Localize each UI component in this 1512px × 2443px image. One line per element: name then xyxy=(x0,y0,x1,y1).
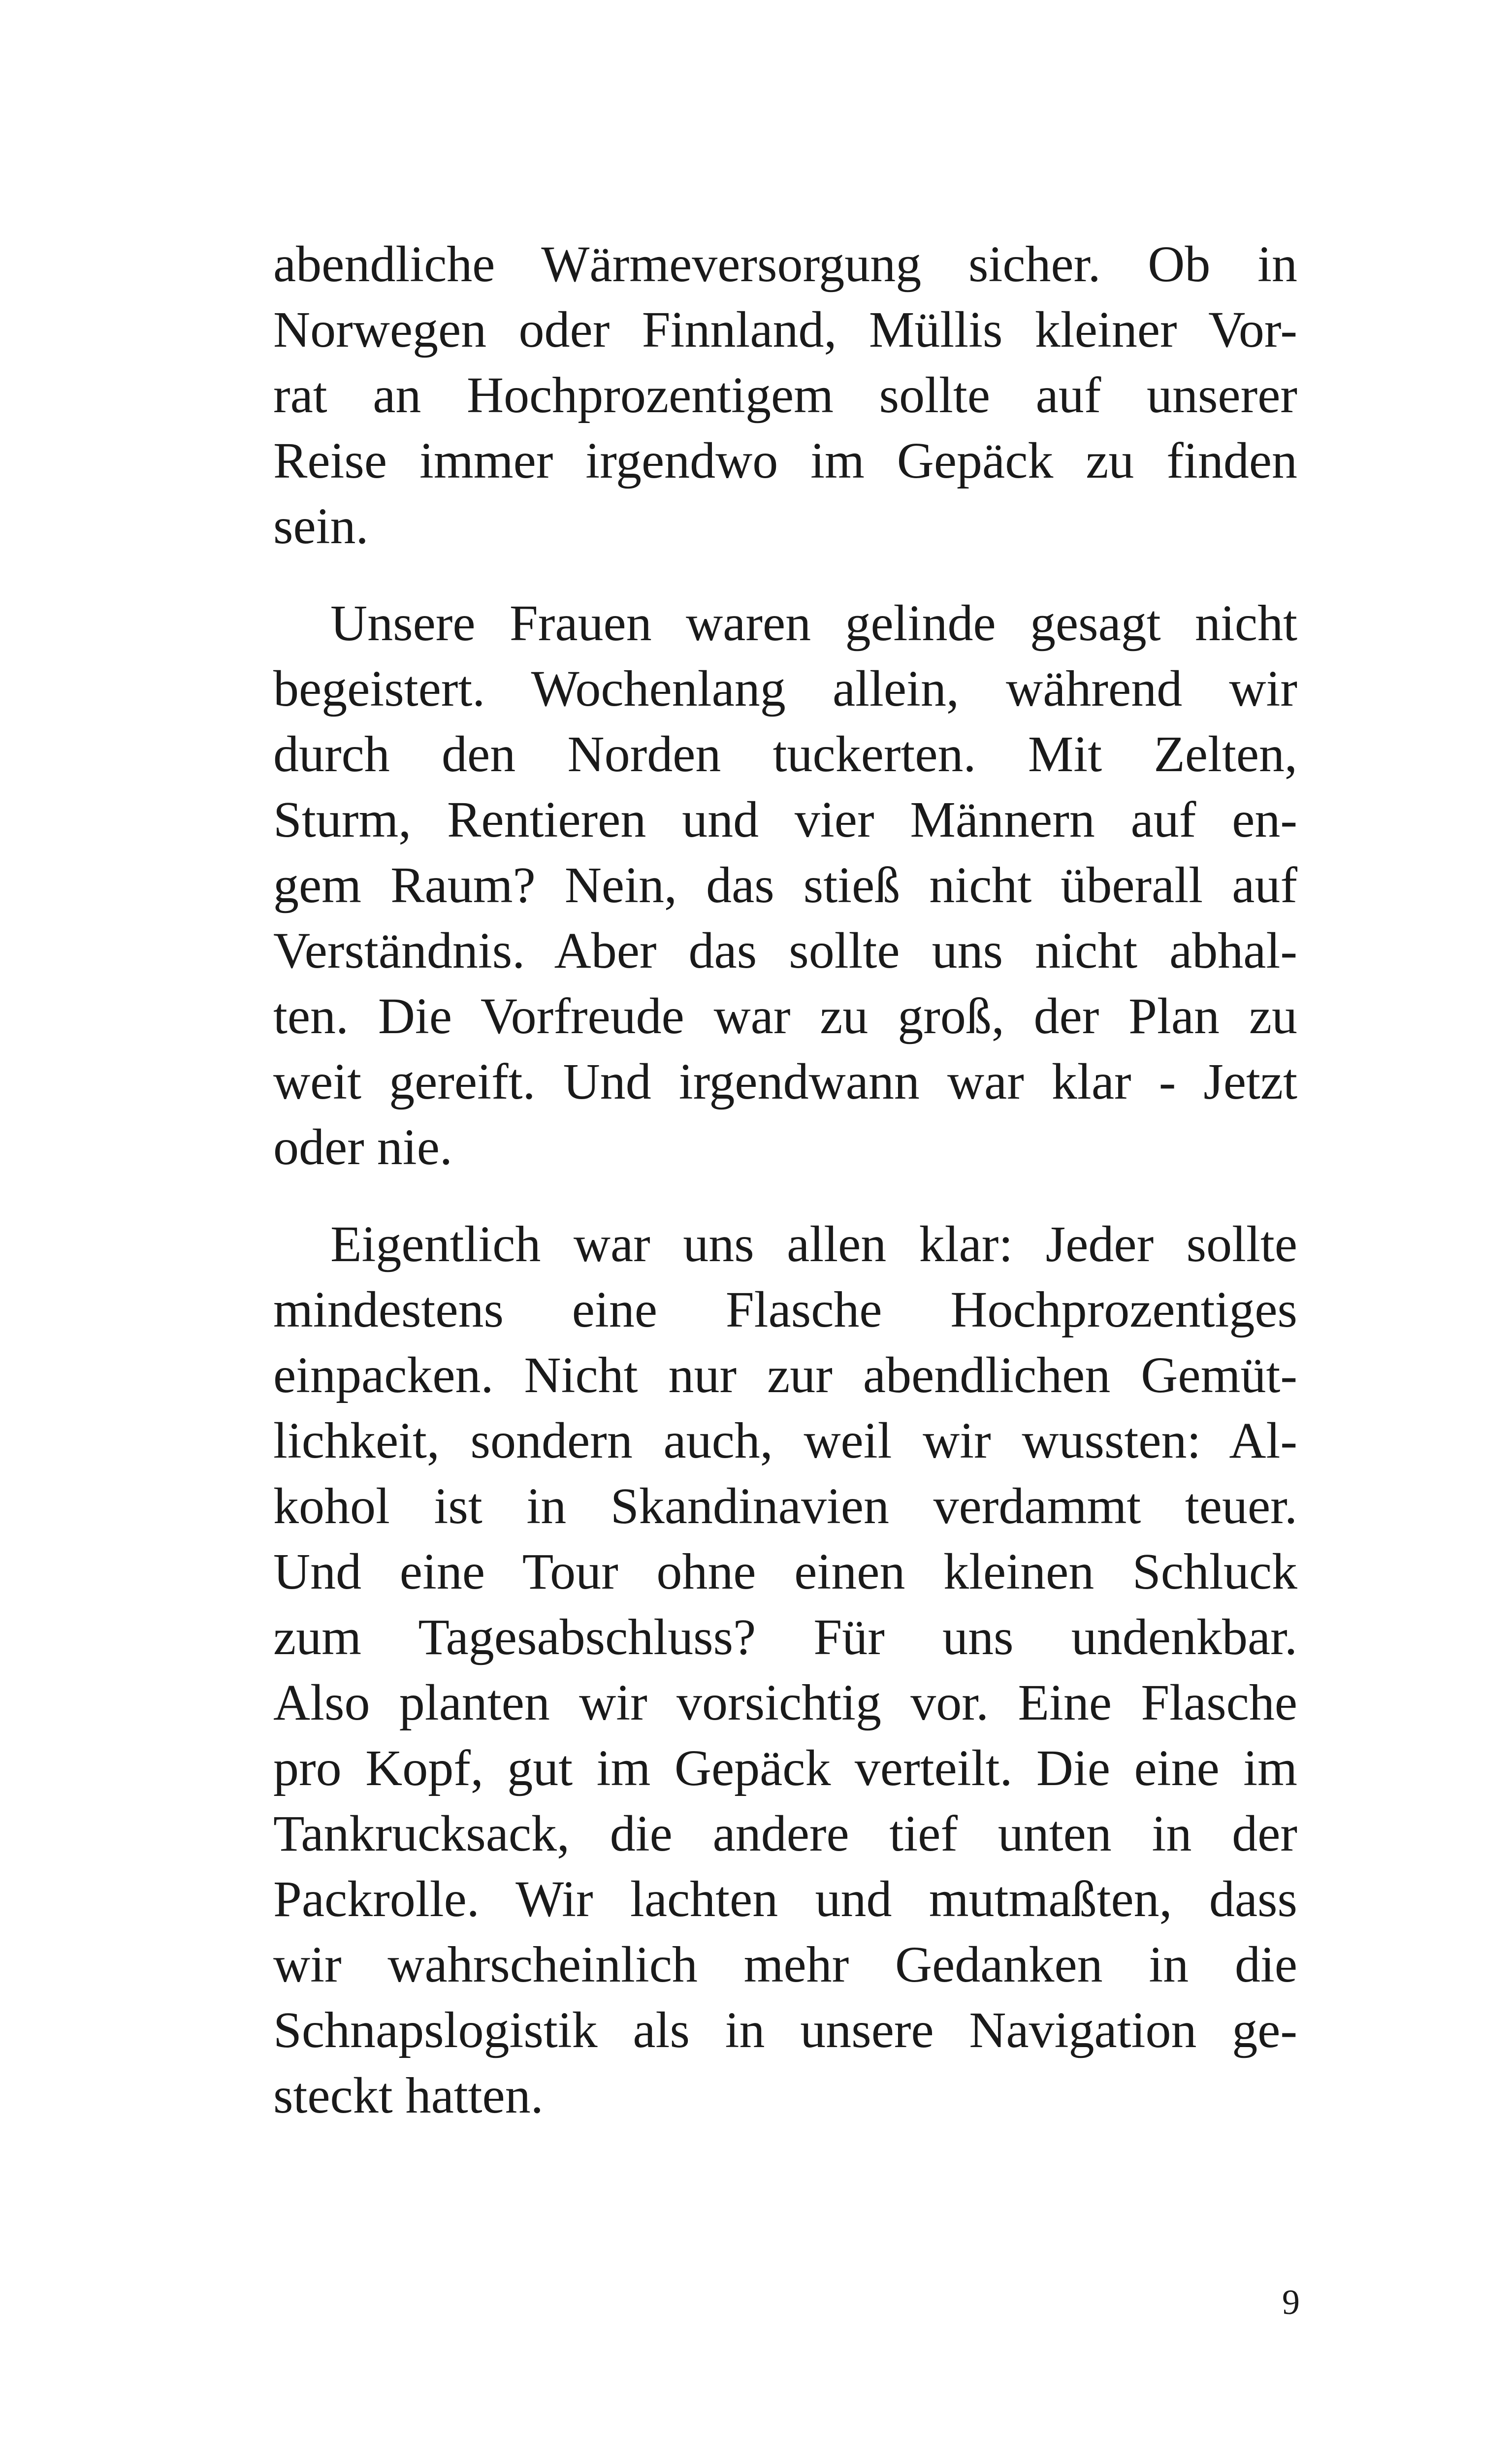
text-line: oder nie. xyxy=(273,1119,452,1175)
text-line: Schnapslogistik als in unsere Navigation ge- xyxy=(273,2002,1297,2058)
text-line: Tankrucksack, die andere tief unten in der xyxy=(273,1805,1297,1862)
text-line: Norwegen oder Finnland, Müllis kleiner Vor- xyxy=(273,301,1297,358)
text-line: rat an Hochprozentigem sollte auf unserer xyxy=(273,367,1297,423)
text-line: einpacken. Nicht nur zur abendlichen Gemüt- xyxy=(273,1347,1297,1403)
text-line: durch den Norden tuckerten. Mit Zelten, xyxy=(273,726,1297,782)
text-line: ten. Die Vorfreude war zu groß, der Plan zu xyxy=(273,988,1297,1044)
text-line: Reise immer irgendwo im Gepäck zu finden xyxy=(273,432,1297,489)
paragraph-3 xyxy=(273,1211,1297,2128)
text-line: Eigentlich war uns allen klar: Jeder sollte xyxy=(330,1216,1297,1272)
text-line: lichkeit, sondern auch, weil wir wussten: Al- xyxy=(273,1412,1297,1469)
text-line: pro Kopf, gut im Gepäck verteilt. Die eine im xyxy=(273,1740,1297,1796)
paragraph-1 xyxy=(273,231,1297,559)
page-body xyxy=(273,231,1297,2160)
text-line: sein. xyxy=(273,498,369,554)
text-line: weit gereift. Und irgendwann war klar - Jetzt xyxy=(273,1053,1297,1110)
paragraph-2 xyxy=(273,590,1297,1180)
text-line: Sturm, Rentieren und vier Männern auf en- xyxy=(273,791,1297,848)
page-number: 9 xyxy=(1282,2282,1300,2322)
text-line: Packrolle. Wir lachten und mutmaßten, dass xyxy=(273,1871,1297,1927)
text-line: zum Tagesabschluss? Für uns undenkbar. xyxy=(273,1609,1297,1665)
text-line: begeistert. Wochenlang allein, während wir xyxy=(273,660,1297,717)
text-line: Unsere Frauen waren gelinde gesagt nicht xyxy=(330,595,1297,651)
text-line: kohol ist in Skandinavien verdammt teuer. xyxy=(273,1478,1297,1534)
text-line: Verständnis. Aber das sollte uns nicht abhal- xyxy=(273,922,1297,979)
text-line: gem Raum? Nein, das stieß nicht überall auf xyxy=(273,857,1297,913)
text-line: Und eine Tour ohne einen kleinen Schluck xyxy=(273,1543,1297,1600)
text-line: steckt hatten. xyxy=(273,2067,544,2124)
text-line: wir wahrscheinlich mehr Gedanken in die xyxy=(273,1936,1297,1993)
text-line: Also planten wir vorsichtig vor. Eine Flasche xyxy=(273,1674,1297,1731)
text-line: mindestens eine Flasche Hochprozentiges xyxy=(273,1281,1297,1338)
text-line: abendliche Wärmeversorgung sicher. Ob in xyxy=(273,236,1297,293)
